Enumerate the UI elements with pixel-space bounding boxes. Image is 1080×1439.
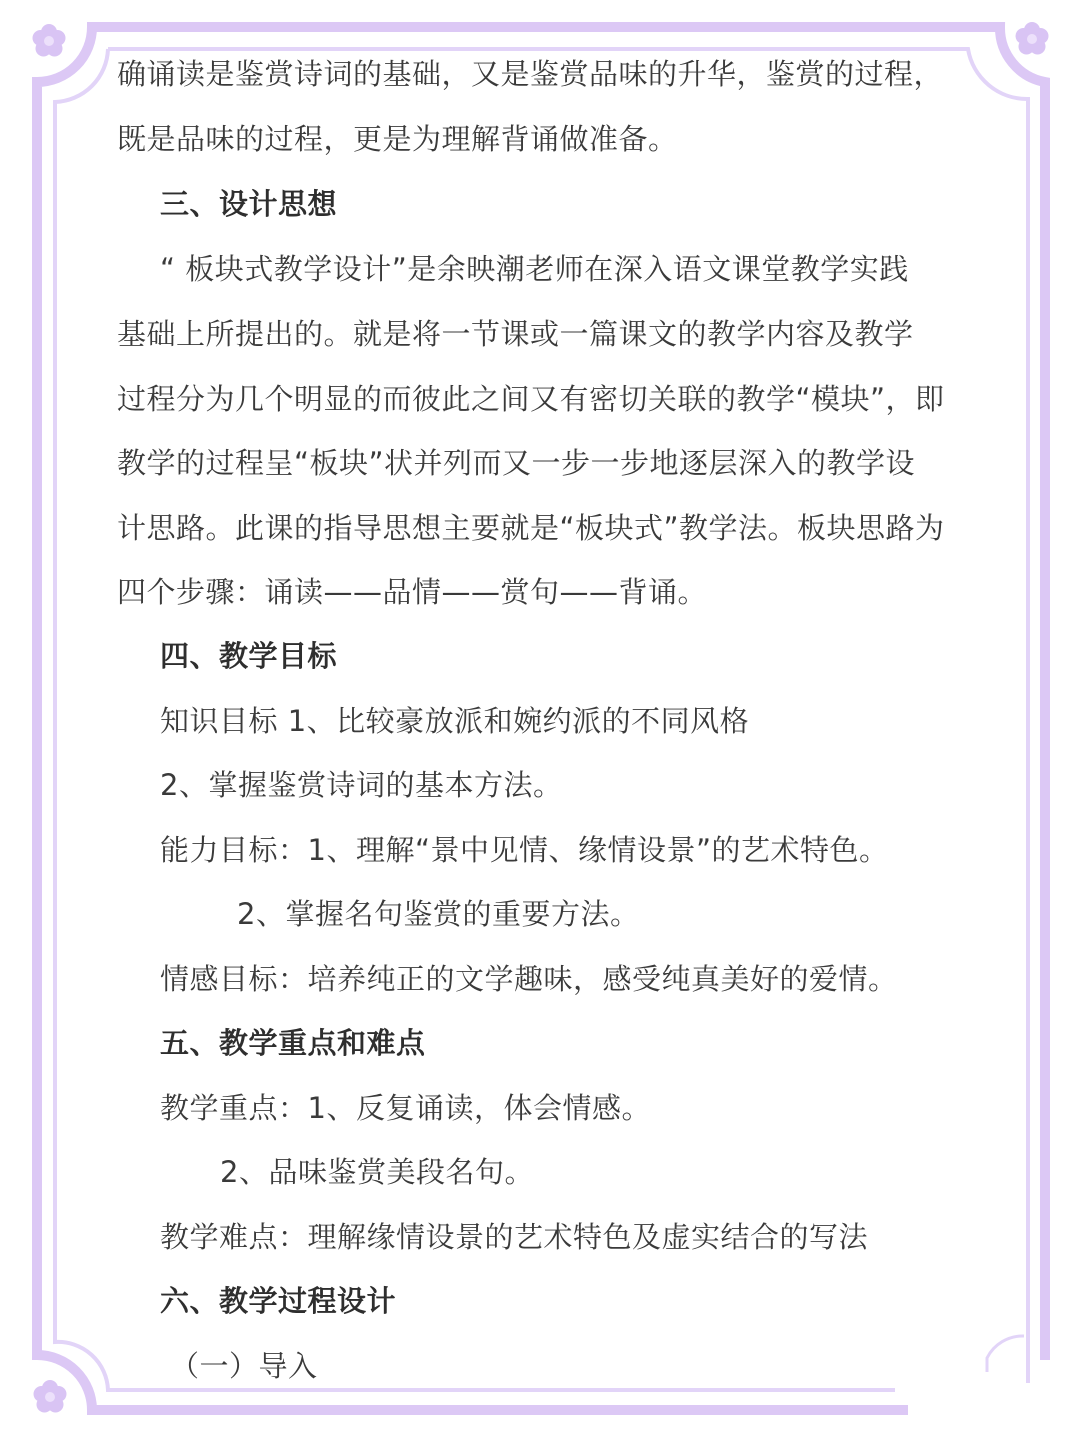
goal-item: 2、掌握鉴赏诗词的基本方法。	[160, 768, 563, 802]
body-text-line: 基础上所提出的。就是将一节课或一篇课文的教学内容及教学	[117, 317, 914, 351]
key-point-item: 2、品味鉴赏美段名句。	[220, 1155, 534, 1189]
key-point-item: 教学难点：理解缘情设景的艺术特色及虚实结合的写法	[160, 1220, 869, 1254]
body-text-line: 教学的过程呈“板块”状并列而又一步一步地逐层深入的教学设	[117, 446, 916, 480]
subsection-heading-intro: （一）导入	[170, 1349, 318, 1383]
body-text-line: 过程分为几个明显的而彼此之间又有密切关联的教学“模块”，即	[117, 382, 945, 416]
body-text-line: 既是品味的过程，更是为理解背诵做准备。	[117, 122, 678, 156]
goal-item: 2、掌握名句鉴赏的重要方法。	[237, 897, 640, 931]
section-heading-design-idea: 三、设计思想	[160, 187, 338, 221]
body-text-line: “ 板块式教学设计”是余映潮老师在深入语文课堂教学实践	[160, 252, 909, 286]
section-heading-teaching-goals: 四、教学目标	[160, 639, 338, 673]
goal-item: 情感目标：培养纯正的文学趣味，感受纯真美好的爱情。	[160, 962, 898, 996]
body-text-line: 确诵读是鉴赏诗词的基础，又是鉴赏品味的升华，鉴赏的过程，	[117, 57, 944, 91]
section-heading-process-design: 六、教学过程设计	[160, 1284, 397, 1318]
key-point-item: 教学重点：1、反复诵读，体会情感。	[160, 1091, 651, 1125]
goal-item: 能力目标：1、理解“景中见情、缘情设景”的艺术特色。	[160, 833, 889, 867]
section-heading-key-points: 五、教学重点和难点	[160, 1026, 426, 1060]
body-text-line: 计思路。此课的指导思想主要就是“板块式”教学法。板块思路为	[117, 511, 945, 545]
body-text-line: 四个步骤：诵读——品情——赏句——背诵。	[117, 575, 708, 609]
goal-item: 知识目标 1、比较豪放派和婉约派的不同风格	[160, 704, 750, 738]
